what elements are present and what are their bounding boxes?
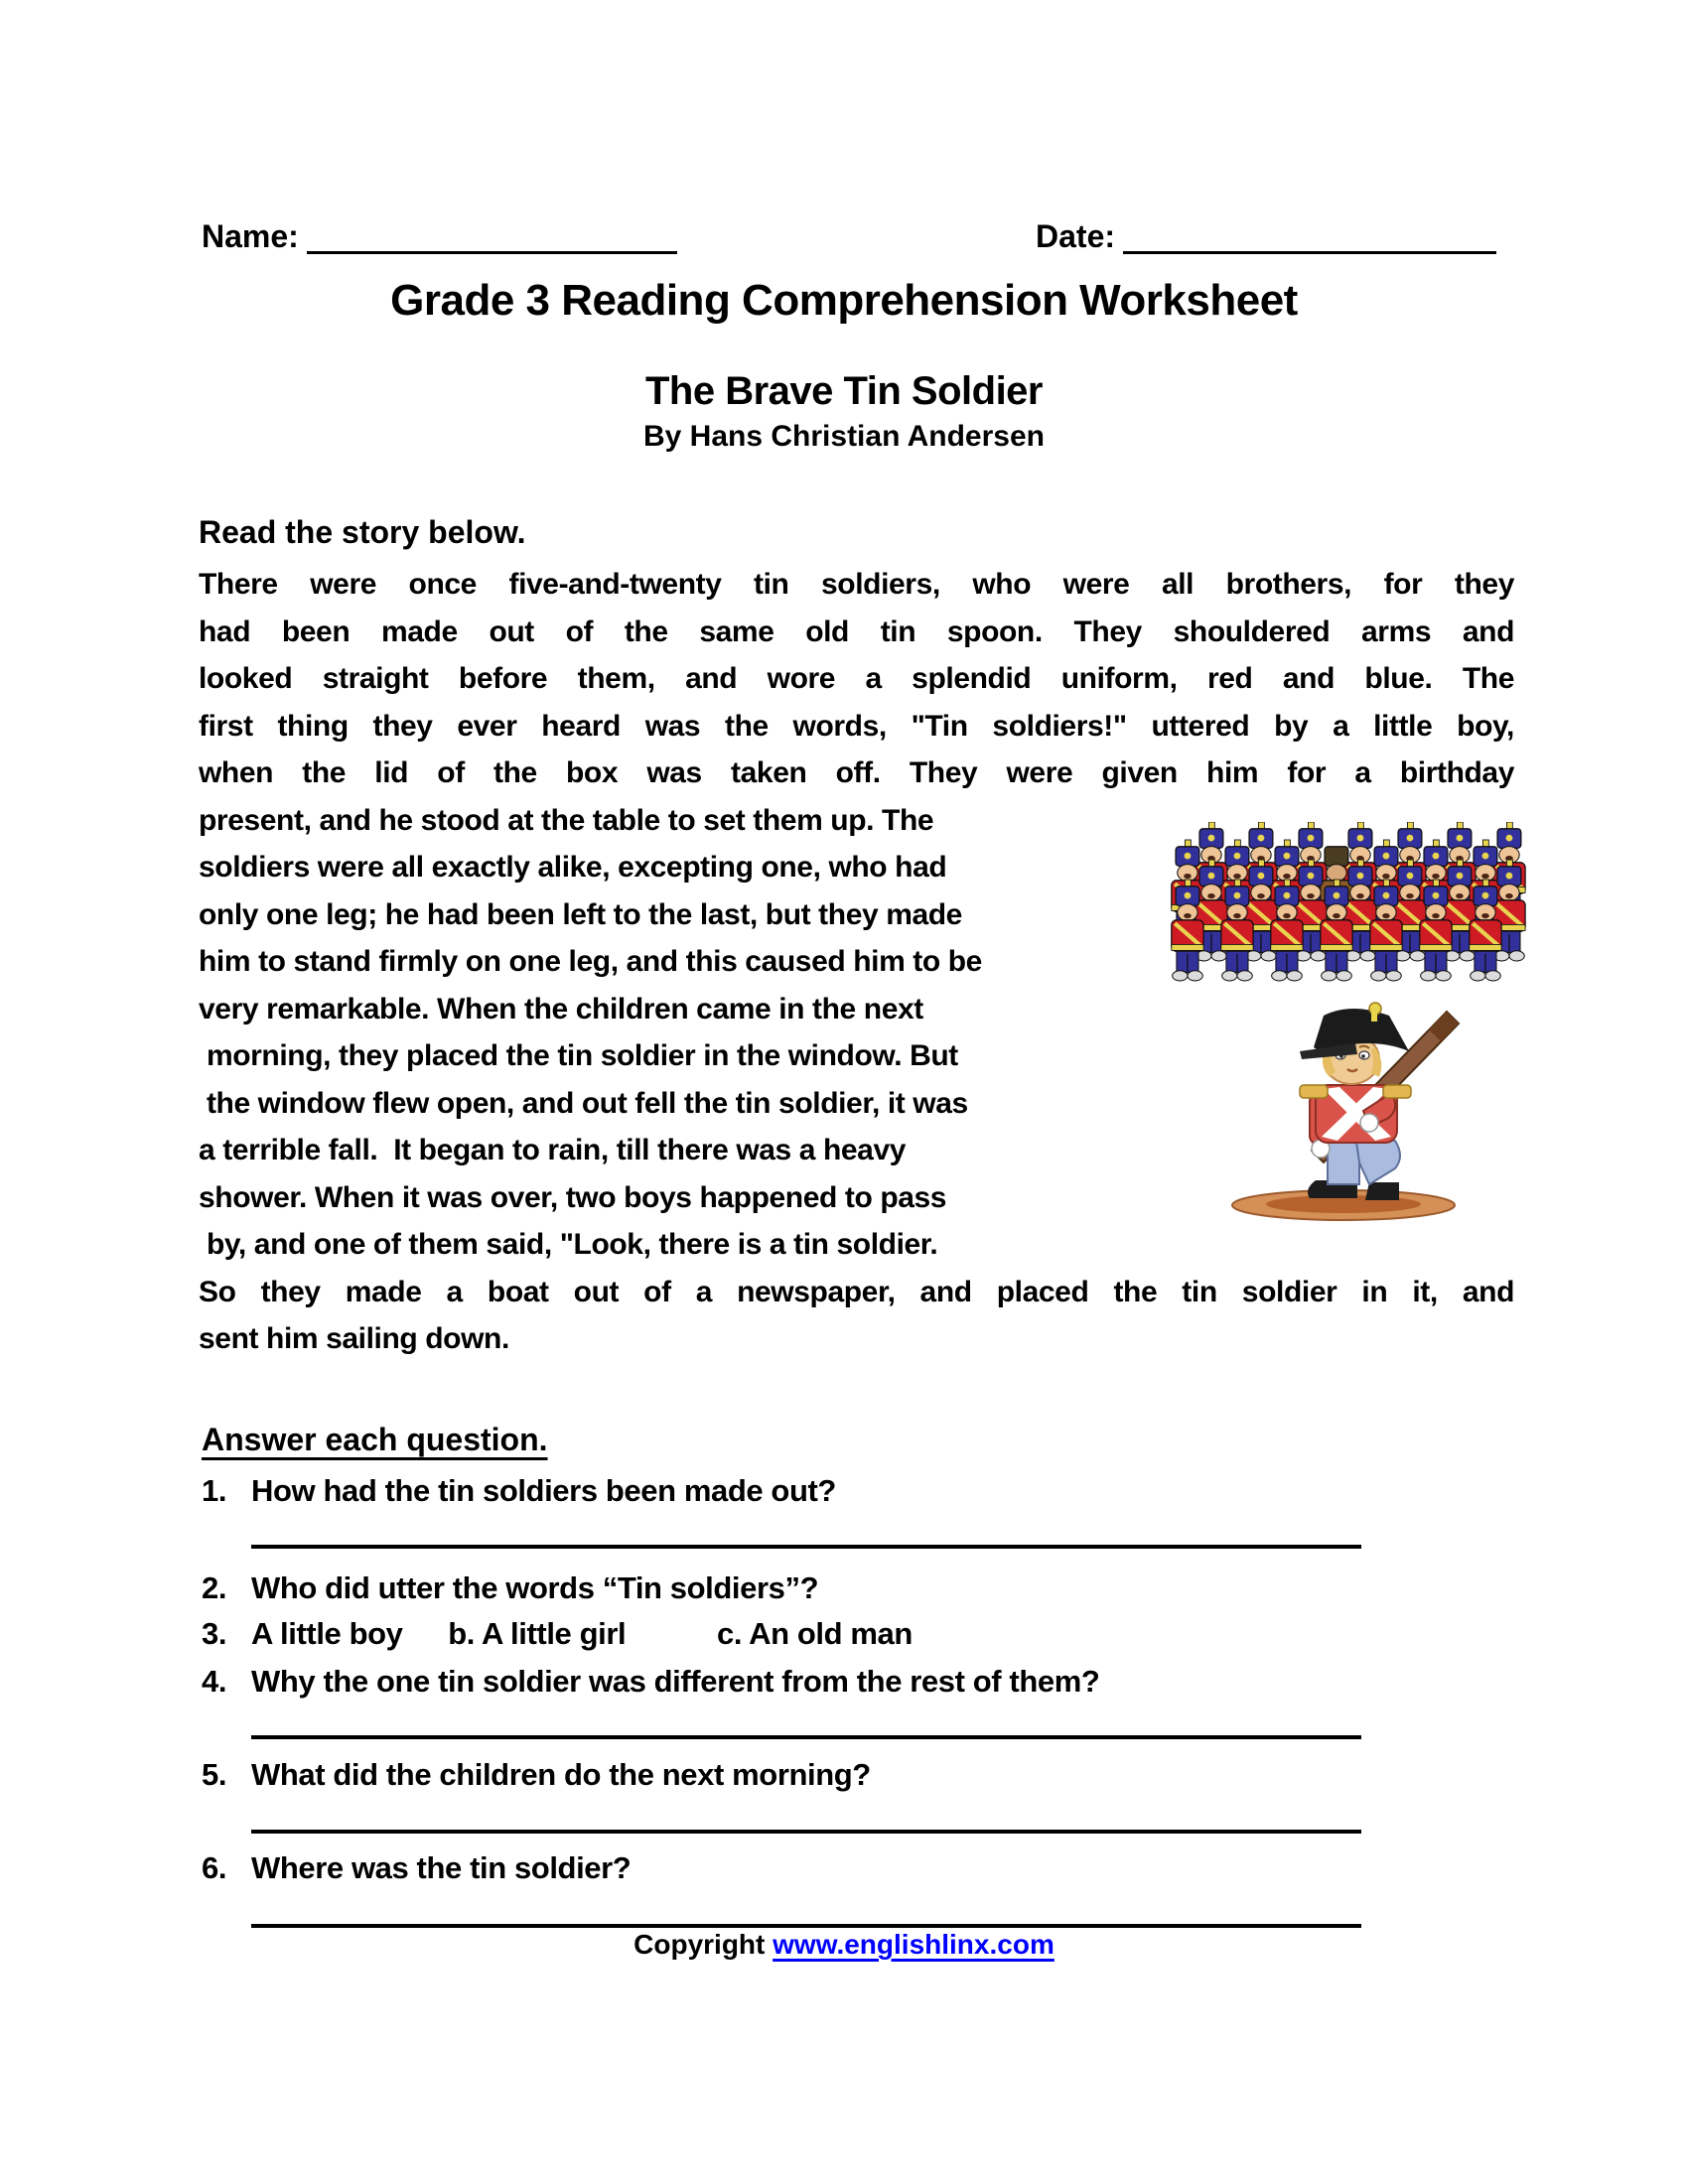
- story-line: So they made a boat out of a newspaper, and placed the tin soldier in it, and: [199, 1275, 1514, 1308]
- question-text: What did the children do the next morning?: [251, 1757, 871, 1792]
- page-title: Grade 3 Reading Comprehension Worksheet: [390, 276, 1298, 325]
- question-number: 6.: [202, 1850, 227, 1885]
- copyright-label: Copyright: [633, 1929, 766, 1960]
- story-line: soldiers were all exactly alike, excepting one, who had: [199, 851, 947, 884]
- question-number: 2.: [202, 1570, 227, 1605]
- question-item: [202, 1848, 631, 1888]
- question-item: [202, 1569, 818, 1608]
- date-label: Date:: [1036, 218, 1116, 254]
- story-line: a terrible fall. It began to rain, till there was a heavy: [199, 1134, 907, 1166]
- story-text: [199, 561, 1514, 1363]
- question-item: [202, 1755, 871, 1795]
- story-line: shower. When it was over, two boys happened to pass: [199, 1180, 947, 1214]
- story-line: had been made out of the same old tin spoon. They shouldered arms and: [199, 614, 1514, 648]
- story-lines-full: [199, 561, 1514, 797]
- tin-soldiers-group-image: [1165, 822, 1552, 989]
- answer-blank-line: [251, 1924, 1361, 1928]
- question-item: [202, 1662, 1099, 1702]
- question-text: Why the one tin soldier was different from the rest of them?: [251, 1664, 1100, 1699]
- story-line: morning, they placed the tin soldier in the window. But: [199, 1039, 958, 1072]
- story-line: sent him sailing down.: [199, 1322, 509, 1355]
- story-wrap-region: [199, 797, 1514, 1269]
- story-line: when the lid of the box was taken off. They were given him for a birthday: [199, 756, 1514, 789]
- question-text: A little boy b. A little girl c. An old man: [251, 1616, 913, 1651]
- date-field-row: [1036, 214, 1496, 254]
- englishlinx-link[interactable]: www.englishlinx.com: [773, 1929, 1055, 1960]
- story-line: present, and he stood at the table to set them up. The: [199, 803, 934, 837]
- story-lines-tail: [199, 1269, 1514, 1363]
- answer-blank-line: [251, 1830, 1361, 1834]
- name-label: Name:: [202, 218, 299, 254]
- question-number: 4.: [202, 1664, 227, 1699]
- date-blank-line: [1123, 217, 1496, 254]
- story-line: first thing they ever heard was the words, "Tin soldiers!" uttered by a little boy,: [199, 709, 1514, 743]
- question-number: 3.: [202, 1616, 227, 1651]
- story-byline: By Hans Christian Andersen: [643, 420, 1045, 453]
- story-title: The Brave Tin Soldier: [645, 369, 1043, 413]
- story-line: only one leg; he had been left to the last, but they made: [199, 897, 962, 931]
- question-text: How had the tin soldiers been made out?: [251, 1473, 836, 1508]
- questions-section: [199, 1422, 1514, 1978]
- story-line: There were once five-and-twenty tin soldiers, who were all brothers, for they: [199, 568, 1514, 601]
- answer-blank-line: [251, 1545, 1361, 1549]
- questions-heading: Answer each question.: [202, 1422, 548, 1457]
- read-story-instruction: Read the story below.: [199, 514, 526, 550]
- story-line: him to stand firmly on one leg, and this caused him to be: [199, 945, 982, 978]
- question-text: Where was the tin soldier?: [251, 1850, 632, 1885]
- tin-soldier-image: [1224, 994, 1468, 1224]
- question-text: Who did utter the words “Tin soldiers”?: [251, 1570, 819, 1605]
- question-number: 1.: [202, 1473, 227, 1508]
- story-line: by, and one of them said, "Look, there is a tin soldier.: [199, 1228, 938, 1261]
- question-number: 5.: [202, 1757, 227, 1792]
- answer-blank-line: [251, 1735, 1361, 1739]
- story-line: looked straight before them, and wore a splendid uniform, red and blue. The: [199, 662, 1514, 695]
- copyright-line: [0, 1929, 1688, 1961]
- name-blank-line: [307, 217, 677, 254]
- name-field-row: [202, 214, 677, 254]
- story-line: very remarkable. When the children came in the next: [199, 992, 923, 1025]
- story-lines-wrap: [199, 797, 1152, 1269]
- story-line: the window flew open, and out fell the tin soldier, it was: [199, 1086, 968, 1120]
- question-item: [202, 1471, 836, 1511]
- question-item: [202, 1614, 913, 1654]
